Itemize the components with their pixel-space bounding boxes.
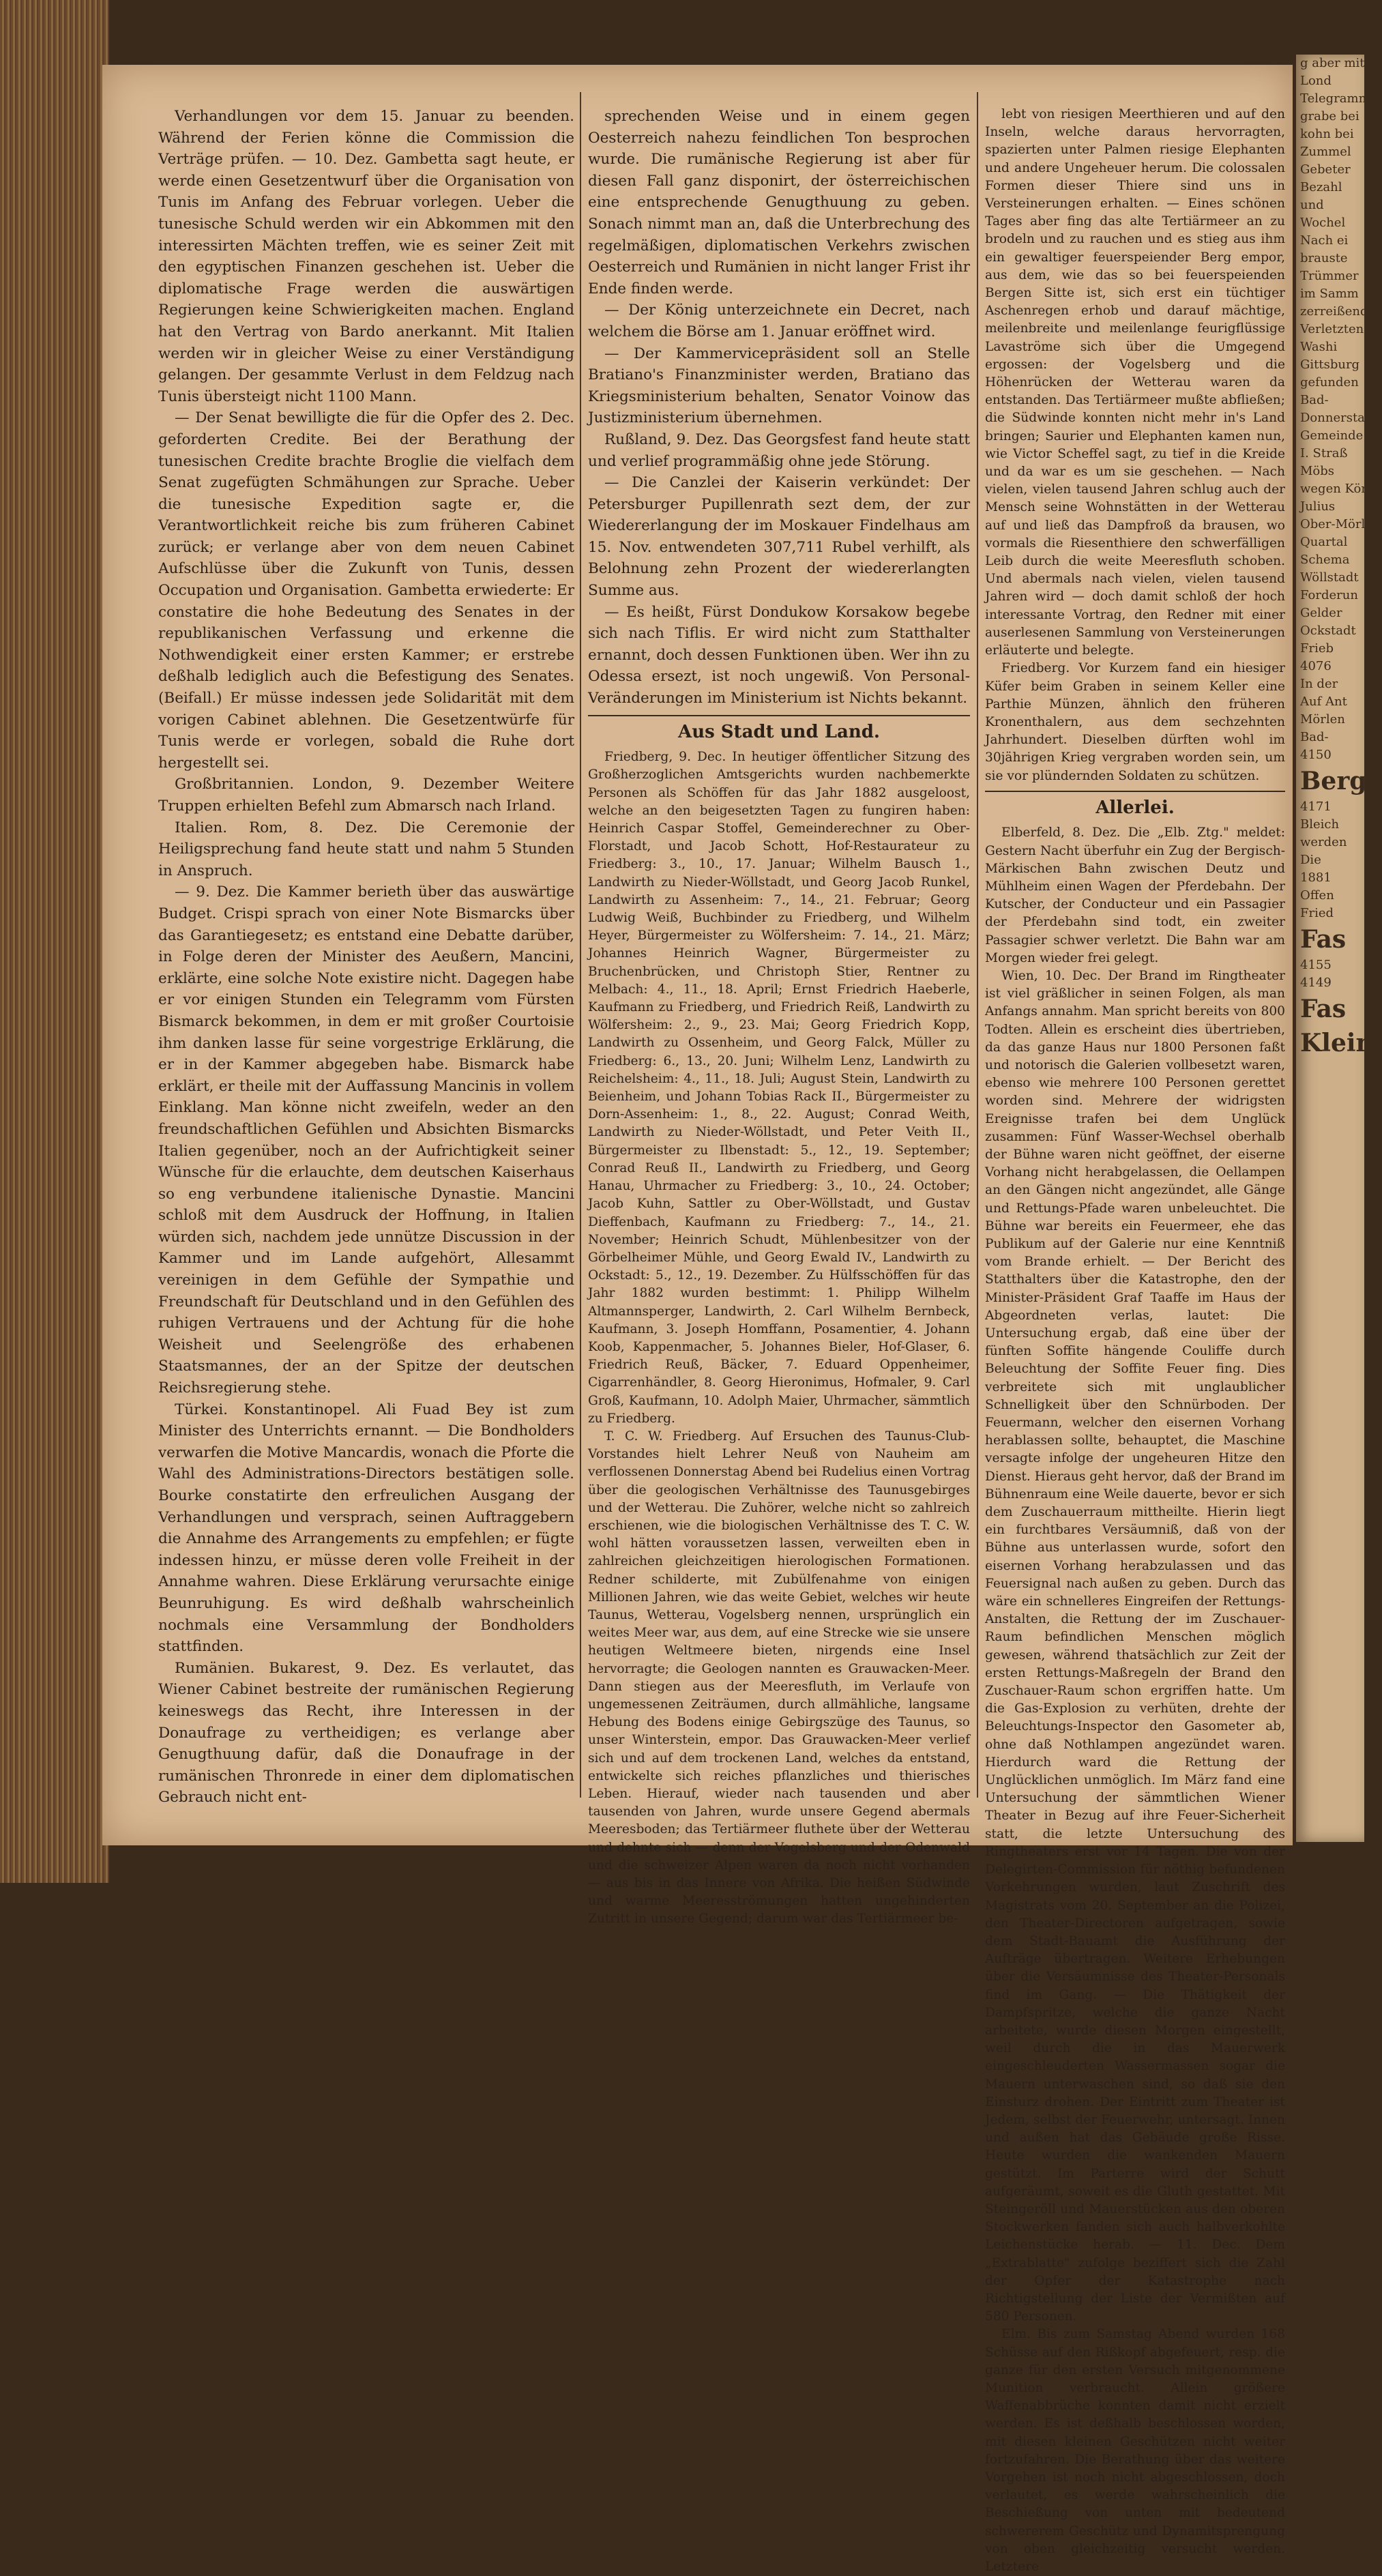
strip-text-fragment: Wochel (1300, 216, 1346, 230)
section-heading-local: Aus Stadt und Land. (678, 721, 880, 742)
article-paragraph: Rußland, 9. Dez. Das Georgsfest fand heute statt und verlief programmäßig ohne jede Störung. (588, 430, 970, 470)
article-paragraph: Türkei. Konstantinopel. Ali Fuad Bey ist zum Minister des Unterrichts ernannt. — Die Bondholders verwarfen die Motive Mancardis, wonach die Pforte die Wahl des Administrations-Directors bestätigen solle. Bourke constatirte den erfreulichen Ausgang der Verhandlungen und versprach, seinen Auftraggebern die Annahme des Arrangements zu empfehlen; er fügte indessen hinzu, er müsse deren volle Freiheit in der Annahme wahren. Diese Erklärung verursachte einige Beunruhigung. Es wird deßhalb wahrscheinlich nochmals eine Versammlung der Bondholders stattfinden. (158, 1401, 574, 1656)
strip-text-fragment: Fas (1300, 995, 1347, 1023)
strip-text-fragment: grabe bei (1300, 109, 1359, 123)
strip-text-fragment: Donnerstag (1300, 411, 1373, 425)
article-paragraph: — Der Senat bewilligte die für die Opfer des 2. Dec. geforderten Credite. Bei der Berathung der tunesischen Credite brachte Broglie die vielfach dem Senat zugefügten Schmähungen zur Sprache. Ueber die tunesische Expedition sagte er, die Verantwortlichkeit reiche bis zum früheren Cabinet zurück; er verlange aber von dem neuen Cabinet Aufschlüsse über die Zukunft von Tunis, dessen Occupation und Organisation. Gambetta erwiederte: Er constatire die hohe Bedeutung des Senates in der republikanischen Verfassung und erkenne die Nothwendigkeit einer ersten Kammer; er erstrebe deßhalb lediglich auch die Befestigung des Senates. (Beifall.) Er müsse indessen jede Solidarität mit dem vorigen Cabinet ablehnen. Die Gesetzentwürfe für Tunis werde er vorlegen, sobald die Ruhe dort hergestellt sei. (158, 409, 574, 772)
strip-text-fragment: Julius (1300, 499, 1336, 514)
strip-text-fragment: Frieb (1300, 641, 1334, 656)
column-2 (588, 106, 970, 1927)
article-paragraph: Elberfeld, 8. Dez. Die „Elb. Ztg." meldet: Gestern Nacht überfuhr ein Zug der Bergisch-Märkischen Bahn zwischen Deutz und Mühlheim einen Wagen der Pferdebahn. Der Kutscher, der Conducteur und ein Passagier der Pferdebahn sind todt, ein zweiter Passagier schwer verletzt. Die Bahn war am Morgen wieder frei gelegt. (985, 825, 1285, 965)
article-paragraph: lebt von riesigen Meerthieren und auf den Inseln, welche daraus hervorragten, spazierten unter Palmen riesige Elephanten und andere Ungeheuer herum. Die colossalen Formen dieser Thiere sind uns in Versteinerungen erhalten. — Eines schönen Tages aber fing das alte Tertiärmeer an zu brodeln und zu rauchen und es stieg aus ihm ein gewaltiger feuerspeiender Berg empor, aus dem, wie das so bei feuerspeienden Bergen Sitte ist, sich erst ein tüchtiger Aschenregen erhob und darauf mächtige, meilenbreite und meilenlange feurigflüssige Lavaströme sich über die Umgegend ergossen: der Vogelsberg und die Höhenrücken der Wetterau waren da entstanden. Das Tertiärmeer mußte abfließen; die Südwinde konnten nicht mehr in's Land bringen; Saurier und Elephanten kamen nun, wie Victor Scheffel sagt, zu tief in die Kreide und da war es um sie geschehen. — Nach vielen, vielen tausend Jahren schlug auch der Mensch seine Wohnstätten in der Wetterau auf und ließ das Dampfroß da brausen, wo vormals die Riesenthiere den schwerfälligen Leib durch die weite Meeresfluth schoben. Und abermals nach vielen, vielen tausend Jahren wird — doch damit schloß der hoch interessante Vortrag, den Redner mit einer auserlesenen Sammlung von Versteinerungen erläuterte und belegte. (985, 107, 1285, 658)
strip-text-fragment: I. Straß (1300, 446, 1348, 460)
strip-text-fragment: Offen (1300, 888, 1334, 903)
newspaper-page (102, 65, 1293, 2575)
strip-text-fragment: Fried (1300, 906, 1334, 920)
article-paragraph: Elm. Bis zum Samstag Abend wurden 168 Schüsse auf den Rißkopf abgefeuert, resp. die ganze für den ersten Versuch mitgenommene Munition verbraucht. Allein größere Waffenabbrüche konnten damit nicht erzielt werden. Es ist deßhalb beschlossen worden, mit diesen kleinen Geschützen nicht weiter fortzufahren. Die Berathung über das weitere Vorgehen ist noch nicht abgeschlossen, doch verlautet, es werde wahrscheinlich die Beschießung von unten mit bedeutend schwererem Geschütz und Dynamitsprengung von oben gleichzeitig versucht werden. Letztere (985, 2327, 1285, 2575)
column-divider (977, 92, 978, 1798)
strip-text-fragment: Forderun (1300, 588, 1358, 602)
column-divider (580, 92, 581, 1798)
strip-text-fragment: 1881 (1300, 870, 1332, 885)
strip-text-fragment: Auf Ant (1300, 694, 1347, 709)
strip-text-fragment: Berge (1300, 767, 1382, 795)
article-paragraph: — Der Kammervicepräsident soll an Stelle Bratiano's Finanzminister werden, Bratiano das Kriegsministerium behalten, Senator Voinow das Justizministerium übernehmen. (588, 345, 970, 427)
article-paragraph: Rumänien. Bukarest, 9. Dez. Es verlautet, das Wiener Cabinet bestreite der rumänischen Regierung keineswegs das Recht, ihre Interessen in der Donaufrage zu vertheidigen; es verlange aber Genugthuung dafür, daß die Donaufrage in der rumänischen Thronrede in einer dem diplomatischen Gebrauch nicht ent- (158, 1659, 574, 1806)
strip-text-fragment: Trümmer (1300, 269, 1359, 283)
book-spine-edge (0, 0, 109, 1883)
strip-text-fragment: In der (1300, 677, 1338, 691)
strip-text-fragment: 4155 (1300, 958, 1332, 972)
strip-text-fragment: Ober-Mörl (1300, 517, 1366, 531)
strip-text-fragment: Zummel (1300, 145, 1351, 159)
strip-text-fragment: 4150 (1300, 748, 1332, 762)
strip-text-fragment: g aber mit (1300, 56, 1365, 70)
strip-text-fragment: Quartal (1300, 535, 1348, 549)
strip-text-fragment: 4171 (1300, 800, 1332, 814)
article-paragraph: — Der König unterzeichnete ein Decret, nach welchem die Börse am 1. Januar eröffnet wird. (588, 302, 970, 340)
strip-text-fragment: Telegramm (1300, 91, 1370, 106)
strip-text-fragment: Schema (1300, 553, 1350, 567)
strip-text-fragment: und (1300, 198, 1324, 212)
strip-text-fragment: brauste (1300, 251, 1348, 265)
adjacent-page-strip (1296, 55, 1382, 1842)
strip-text-fragment: Möbs (1300, 464, 1335, 478)
section-rule (588, 715, 970, 716)
strip-text-fragment: Fas (1300, 925, 1347, 954)
article-paragraph: Italien. Rom, 8. Dez. Die Ceremonie der Heiligsprechung fand heute statt und nahm 5 Stunden in Anspruch. (158, 819, 574, 879)
article-paragraph: sprechenden Weise und in einem gegen Oesterreich nahezu feindlichen Ton besprochen wurde. Die rumänische Regierung ist aber für diesen Fall ganz disponirt, der österreichischen eine entsprechende Genugthuung zu geben. Sonach nimmt man an, daß die Unterbrechung des regelmäßigen, diplomatischen Verkehrs zwischen Oesterreich und Rumänien in nicht langer Frist ihr Ende finden werde. (588, 108, 970, 297)
strip-text-fragment: Bad- (1300, 393, 1329, 407)
article-paragraph: Wien, 10. Dec. Der Brand im Ringtheater ist viel gräßlicher in seinen Folgen, als man Anfangs annahm. Man spricht bereits von 800 Todten. Allein es erscheint dies übertrieben, da das ganze Haus nur 1800 Personen faßt und notorisch die Galerien vollbesetzt waren, ebenso wie mehrere 100 Personen gerettet worden sind. Mehrere der widrigsten Ereignisse trafen bei dem Unglück zusammen: Fünf Wasser-Wechsel oberhalb der Bühne waren nicht geöffnet, der eiserne Vorhang nicht herabgelassen, die Oellampen an den Gängen nicht angezündet, alle Gänge und Rettungs-Pfade waren unbeleuchtet. Die Bühne war bereits ein Feuermeer, ehe das Publikum auf der Galerie nur eine Kenntniß vom Brande erhielt. — Der Bericht des Statthalters über die Katastrophe, den der Minister-Präsident Graf Taaffe im Haus der Abgeordneten verlas, lautet: Die Untersuchung ergab, daß eine über der fünften Soffite hängende Couliffe durch Beleuchtung der Soffite Feuer fing. Dies verbreitete sich mit unglaublicher Schnelligkeit über den Schnürboden. Der Feuermann, welcher den eisernen Vorhang herablassen sollte, behauptet, die Maschine versagte infolge der ungeheuren Hitze den Dienst. Hieraus geht hervor, daß der Brand im Bühnenraum eine Weile dauerte, bevor er sich dem Zuschauerraum mittheilte. Hierin liegt ein furchtbares Versäumniß, daß von der Bühne aus unterlassen wurde, sofort den eisernen Vorhang herabzulassen und das Feuersignal nach außen zu geben. Durch das wäre ein schnelleres Eingreifen der Rettungs-Anstalten, die Rettung der im Zuschauer-Raum befindlichen Menschen möglich gewesen, während thatsächlich zur Zeit der ersten Rettungs-Maßregeln der Brand den Zuschauer-Raum schon ergriffen hatte. Um die Gas-Explosion zu verhüten, drehte der Beleuchtungs-Inspector den Gasometer ab, ohne daß Nothlampen angezündet waren. Hierdurch ward die Rettung der Unglücklichen unmöglich. Im März fand eine Untersuchung der sämmtlichen Wiener Theater in Bezug auf ihre Feuer-Sicherheit statt, die letzte Untersuchung des Ringtheaters erst vor 14 Tagen. Die von der Delegirten-Commission für nöthig befundenen Vorkehrungen wurden, laut Zuschrift des Magistrats vom 20. September an die Polizei, den Theater-Directoren aufgetragen, sowie dem Stadt-Bauamt die Ausführung der Aufträge übertragen. Weitere Erhebungen über die Versäumnisse des Theater-Personals find im Gang. — Die Thätigkeit der Dampfspritze, welche die ganze Nacht arbeitete, wurde diesen Morgen eingestellt, weil durch die in das Mauerwerk eingeschleuderten Wassermassen sogar die Mauern unterwaschen sind, so daß sie den Einsturz drohen. Der Eintritt zum Theater ist Jedem, selbst der Feuerwehr, untersagt. Innen und außen hat das Gebäude große Risse. Heute wurden die wankenden Mauern gestützt. Im Parterre wird der Schutt aufgeräumt, soweit es die Gluth gestattet. Mit Steingeröll und Mauerstücken aus den oberen Stockwerken fanden sich auch halbverkohlte Leichenstücke herab. — 11. Dec. Dem „Extrablatte" zufolge beziffert sich die Zahl der Opfer der Katastrophe nach Richtigstellung der Liste der Vermißten auf 580 Personen. (985, 968, 1285, 2324)
strip-text-fragment: gefunden (1300, 375, 1359, 390)
strip-text-fragment: Gittsburg (1300, 357, 1360, 372)
article-paragraph: — 9. Dez. Die Kammer berieth über das auswärtige Budget. Crispi sprach von einer Note Bismarcks über das Garantiegesetz; es entstand eine Debatte darüber, in Folge deren der Minister des Aeußern, Mancini, erklärte, eine solche Note existire nicht. Dagegen habe er vor einigen Stunden ein Telegramm vom Fürsten Bismarck bekommen, in dem er mit großer Courtoisie ihm danken lasse für seine vorgestrige Erklärung, die er in der Kammer abgegeben habe. Bismarck habe erklärt, er theile mit der Auffassung Mancinis in vollem Einklang. Man könne nicht zweifeln, weder an den freundschaftlichen Gefühlen und Absichten Bismarcks Italien gegenüber, noch an der Aufrichtigkeit seiner Wünsche für die erlauchte, dem deutschen Kaiserhaus so eng verbundene italienische Dynastie. Mancini schloß mit dem Ausdruck der Hoffnung, in Italien würden sich, nachdem jede unnütze Discussion in der Kammer und im Lande aufgehört, Allesammt vereinigen in dem Gefühle der Sympathie und Freundschaft für Deutschland und in den Gefühlen des ruhigen Vertrauens und der Achtung für die hohe Weisheit und Seelengröße des erhabenen Staatsmannes, der an der Spitze der deutschen Reichsregierung stehe. (158, 883, 574, 1397)
section-rule (985, 791, 1285, 792)
column-3 (985, 106, 1285, 2575)
strip-text-fragment: Bad- (1300, 730, 1329, 744)
strip-text-fragment: Ockstadt (1300, 624, 1356, 638)
article-paragraph: — Es heißt, Fürst Dondukow Korsakow begebe sich nach Tiflis. Er wird nicht zum Statthalter ernannt, doch dessen Funktionen üben. Wer ihn zu Odessa ersezt, ist noch ungewiß. Von Personal-Veränderungen im Ministerium ist Nichts bekannt. (588, 603, 970, 707)
strip-text-fragment: kohn bei (1300, 127, 1354, 141)
strip-text-fragment: Verletzten (1300, 322, 1364, 336)
strip-text-fragment: Nach ei (1300, 233, 1349, 248)
strip-text-fragment: Mörlen (1300, 712, 1345, 727)
strip-text-fragment: Washi (1300, 340, 1338, 354)
section-heading-misc: Allerlei. (1096, 797, 1175, 818)
column-1 (158, 106, 574, 1806)
strip-text-fragment: Lond (1300, 74, 1332, 88)
article-paragraph: — Die Canzlei der Kaiserin verkündet: Der Petersburger Pupillenrath sezt dem, der zur Wiedererlangung der im Moskauer Findelhaus am 15. Nov. entwendeten 307,711 Rubel verhilft, als Belohnung zehn Prozent der wiedererlangten Summe aus. (588, 474, 970, 600)
strip-text-fragment: Die (1300, 853, 1321, 867)
article-paragraph: Großbritannien. London, 9. Dezember Weitere Truppen erhielten Befehl zum Abmarsch nach Irland. (158, 776, 574, 815)
strip-text-fragment: Klein (1300, 1029, 1374, 1057)
strip-text-fragment: Gebeter (1300, 162, 1351, 177)
article-paragraph: Friedberg, 9. Dec. In heutiger öffentlicher Sitzung des Großherzoglichen Amtsgerichts wurden nachbemerkte Personen als Schöffen für das Jahr 1882 ausgeloost, welche an den beigesetzten Tagen zu fungiren haben: Heinrich Caspar Stoffel, Gemeinderechner zu Ober-Florstadt, und Jacob Schott, Hof-Restaurateur zu Friedberg: 3., 10., 17. Januar; Wilhelm Bausch 1., Landwirth zu Nieder-Wöllstadt, und Georg Jacob Runkel, Landwirth zu Assenheim: 7., 14., 21. Februar; Georg Ludwig Weiß, Buchbinder zu Friedberg, und Wilhelm Heyer, Bürgermeister zu Wölfersheim: 7. 14., 21. März; Johannes Heinrich Wagner, Bürgermeister zu Bruchenbrücken, und Christoph Stier, Rentner zu Melbach: 4., 11., 18. April; Ernst Friedrich Haeberle, Kaufmann zu Friedberg, und Friedrich Reiß, Landwirth zu Wölfersheim: 2., 9., 23. Mai; Georg Friedrich Kopp, Landwirth zu Ossenheim, und Georg Falck, Müller zu Friedberg: 6., 13., 20. Juni; Wilhelm Lenz, Landwirth zu Reichelsheim: 4., 11., 18. Juli; August Stein, Landwirth zu Beienheim, und Johann Tobias Rack II., Bürgermeister zu Dorn-Assenheim: 1., 8., 22. August; Conrad Weith, Landwirth zu Nieder-Wöllstadt, und Peter Veith II., Bürgermeister zu Ilbenstadt: 5., 12., 19. September; Conrad Reuß II., Landwirth zu Friedberg, und Georg Hanau, Uhrmacher zu Friedberg: 3., 10., 24. October; Jacob Kuhn, Sattler zu Ober-Wöllstadt, und Gustav Dieffenbach, Kaufmann zu Friedberg: 7., 14., 21. November; Heinrich Schudt, Mühlenbesitzer von der Görbelheimer Mühle, und Georg Ewald IV., Landwirth zu Ockstadt: 5., 12., 19. Dezember. Zu Hülfsschöffen für das Jahr 1882 wurden bestimmt: 1. Philipp Wilhelm Altmannsperger, Landwirth, 2. Carl Wilhelm Bernbeck, Kaufmann, 3. Joseph Homffann, Posamentier, 4. Johann Koob, Kappenmacher, 5. Johannes Bieler, Hof-Glaser, 6. Friedrich Reuß, Bäcker, 7. Eduard Oppenheimer, Cigarrenhändler, 8. Georg Hieronimus, Hofmaler, 9. Carl Groß, Kaufmann, 10. Adolph Maier, Uhrmacher, sämmtlich zu Friedberg. (588, 750, 970, 1426)
article-paragraph: Friedberg. Vor Kurzem fand ein hiesiger Küfer beim Graben in seinem Keller eine Parthie Münzen, ähnlich den früheren Kronenthalern, aus dem sechzehnten Jahrhundert. Dieselben dürften wohl im 30jährigen Krieg vergraben worden sein, um sie vor plündernden Soldaten zu schützen. (985, 661, 1285, 783)
article-paragraph: Verhandlungen vor dem 15. Januar zu beenden. Während der Ferien könne die Commission die Verträge prüfen. — 10. Dez. Gambetta sagt heute, er werde einen Gesetzentwurf über die Organisation von Tunis im Anfang des Februar vorlegen. Ueber die tunesische Schuld werden wir ein Abkommen mit den interessirten Mächten treffen, wie es seiner Zeit mit den egyptischen Finanzen geschehen ist. Ueber die diplomatische Frage werden die auswärtigen Regierungen keine Schwierigkeiten machen. England hat den Vertrag von Bardo anerkannt. Mit Italien werden wir in gleicher Weise zu einer Verständigung gelangen. Der gesammte Verlust in dem Feldzug nach Tunis übersteigt nicht 1100 Mann. (158, 108, 574, 405)
strip-text-fragment: Gelder (1300, 606, 1342, 620)
strip-text-fragment: im Samm (1300, 287, 1359, 301)
strip-text-fragment: Wöllstadt (1300, 570, 1359, 585)
strip-text-fragment: werden (1300, 835, 1347, 849)
strip-text-fragment: wegen Kör (1300, 482, 1367, 496)
strip-text-fragment: Bleich (1300, 817, 1340, 832)
strip-text-fragment: 4149 (1300, 976, 1332, 990)
strip-text-fragment: 4076 (1300, 659, 1332, 673)
strip-text-fragment: Bezahl (1300, 180, 1342, 194)
article-paragraph: T. C. W. Friedberg. Auf Ersuchen des Taunus-Club-Vorstandes hielt Lehrer Neuß von Nauheim am verflossenen Donnerstag Abend bei Rudelius einen Vortrag über die geologischen Verhältnisse des Taunusgebirges und der Wetterau. Die Zuhörer, welche nicht so zahlreich erschienen, wie die biologischen Verhältnisse des T. C. W. wohl hätten voraussetzen lassen, verweilten eben in zahlreichen gleichzeitigen hierologischen Formationen. Redner schilderte, mit Zubülfenahme von einigen Millionen Jahren, wie das weite Gebiet, welches wir heute Taunus, Wetterau, Vogelsberg nennen, ursprünglich ein weites Meer war, aus dem, auf eine Strecke wie sie unsere heutigen Weltmeere bieten, nirgends eine Insel hervorragte; die Geologen nannten es Grauwacken-Meer. Dann stiegen aus der Meeresfluth, im Verlaufe von ungemessenen Zeiträumen, durch allmähliche, langsame Hebung des Bodens einige Gebirgszüge des Taunus, so unser Winterstein, empor. Das Grauwacken-Meer verlief sich und auf dem trockenen Land, welches da entstand, entwickelte sich reiches pflanzliches und thierisches Leben. Hierauf, wieder nach tausenden und aber tausenden von Jahren, wurde unsere Gegend abermals Meeresboden; das Tertiärmeer fluthete über der Wetterau und dehnte sich — denn der Vogelsberg und der Odenwald und die schweizer Alpen waren da noch nicht vorhanden — aus bis in das Innere von Afrika. Die heißen Südwinde und warme Meeresströmungen hatten ungehinderten Zutritt in unsere Gegend; darum war das Tertiärmeer be- (588, 1429, 970, 1927)
strip-text-fragment: zerreißend (1300, 304, 1368, 319)
strip-text-fragment: Gemeinde (1300, 428, 1364, 443)
